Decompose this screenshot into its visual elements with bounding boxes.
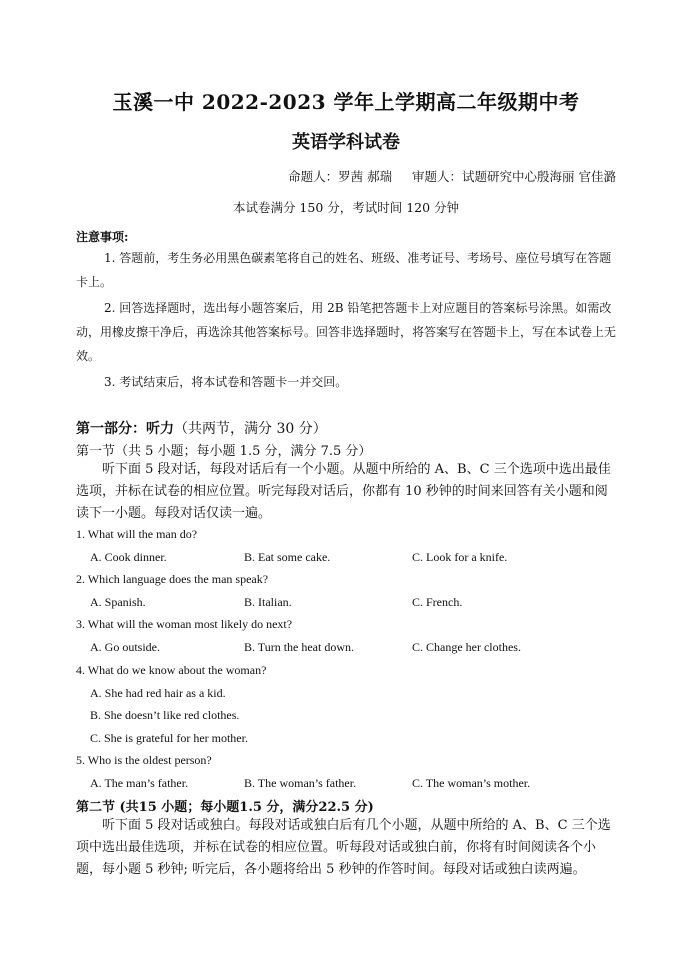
section1-intro: 听下面 5 段对话，每段对话后有一个小题。从题中所给的 A、B、C 三个选项中选出最佳选项，并标在试卷的相应位置。听完每段对话后，你都有 10 秒钟的时间来回答有关小题和阅读下一小题。每段对话仅读一遍。: [76, 462, 611, 521]
q4-option-a: A. She had red hair as a kid.: [90, 686, 226, 700]
q2-option-c: C. French.: [412, 595, 463, 609]
q1-option-c: C. Look for a knife.: [412, 550, 508, 564]
part1-heading: [76, 418, 327, 438]
q5-option-c: C. The woman’s mother.: [412, 776, 531, 790]
q1-option-a: A. Cook dinner.: [90, 550, 167, 564]
q3-option-c: C. Change her clothes.: [412, 640, 521, 654]
section2-intro: 听下面 5 段对话或独白。每段对话或独白后有几个小题，从题中所给的 A、B、C 三个选项中选出最佳选项，并标在试卷的相应位置。听每段对话或独白前，你将有时间阅读各个小题，每小题 5 秒钟; 听完后，各小题将给出 5 秒钟的作答时间。每段对话或独白读两遍。: [76, 818, 611, 877]
question-4: 4. What do we know about the woman?: [76, 663, 267, 677]
exam-subtitle: 英语学科试卷: [292, 132, 400, 153]
q1-option-b: B. Eat some cake.: [244, 550, 331, 564]
section2-heading: 第二节 (共15 小题；每小题1.5 分，满分22.5 分): [76, 800, 374, 815]
part1-title-note: （共两节，满分 30 分）: [174, 421, 327, 437]
question-3: 3. What will the woman most likely do next?: [76, 617, 293, 631]
q4-option-b: B. She doesn’t like red clothes.: [90, 708, 240, 722]
exam-title: 玉溪一中 2022-2023 学年上学期高二年级期中考: [112, 90, 580, 114]
exam-info: 本试卷满分 150 分，考试时间 120 分钟: [232, 200, 460, 215]
part1-title: 第一部分：听力: [76, 421, 174, 437]
q3-option-b: B. Turn the heat down.: [244, 640, 355, 654]
question-2: 2. Which language does the man speak?: [76, 572, 269, 586]
q2-option-b: B. Italian.: [244, 595, 292, 609]
notice-item-3: 3. 考试结束后，将本试卷和答题卡一并交回。: [104, 375, 348, 389]
question-1: 1. What will the man do?: [76, 527, 198, 541]
section1-heading: 第一节（共 5 小题；每小题 1.5 分，满分 7.5 分）: [76, 444, 372, 459]
question-5: 5. Who is the oldest person?: [76, 753, 212, 767]
authors-line: 命题人：罗茜 郝瑞 审题人：试题研究中心殷海丽 官佳潞: [288, 169, 616, 184]
q4-option-c: C. She is grateful for her mother.: [90, 731, 248, 745]
q3-option-a: A. Go outside.: [90, 640, 160, 654]
notice-heading: 注意事项:: [76, 230, 129, 244]
q5-option-a: A. The man’s father.: [90, 776, 189, 790]
q5-option-b: B. The woman’s father.: [244, 776, 357, 790]
notice-item-2: 2. 回答选择题时，选出每小题答案后，用 2B 铅笔把答题卡上对应题目的答案标号涂黑。如需改动，用橡皮擦干净后，再选涂其他答案标号。回答非选择题时，将答案写在答题卡上，写在本试卷上无效。: [76, 301, 617, 363]
notice-item-1: 1. 答题前，考生务必用黑色碳素笔将自己的姓名、班级、准考证号、考场号、座位号填写在答题卡上。: [76, 251, 612, 289]
q2-option-a: A. Spanish.: [90, 595, 146, 609]
